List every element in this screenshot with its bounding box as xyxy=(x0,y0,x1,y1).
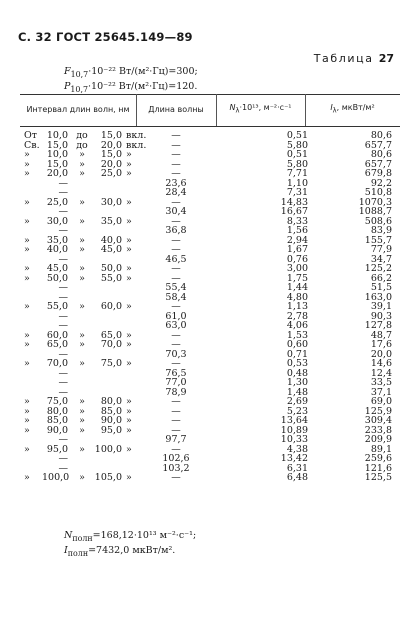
energy-flux-cell: 209,9 xyxy=(364,434,392,445)
wavelength-cell: 97,7 xyxy=(165,434,187,445)
interval-suffix: » xyxy=(126,234,132,246)
interval-from: 100,0 xyxy=(42,472,70,483)
photon-flux-cell: 4,06 xyxy=(286,320,308,331)
energy-flux-cell: 510,8 xyxy=(364,187,392,198)
interval-from: 25,0 xyxy=(46,196,68,208)
table-row xyxy=(20,150,400,160)
photon-flux-cell: 10,89 xyxy=(280,424,308,436)
wavelength-cell: 61,0 xyxy=(165,310,187,322)
photon-flux-cell: 0,76 xyxy=(286,253,308,265)
table-row xyxy=(20,426,400,436)
row-prefix: » xyxy=(24,358,30,369)
photon-flux-cell: 0,48 xyxy=(286,367,308,379)
row-prefix: » xyxy=(24,158,30,170)
energy-flux-cell: 51,5 xyxy=(370,282,392,293)
wavelength-cell: — xyxy=(171,358,181,369)
photon-flux-cell: 3,00 xyxy=(286,263,308,274)
energy-flux-cell: 125,2 xyxy=(364,263,392,274)
row-prefix: » xyxy=(24,301,30,312)
energy-flux-cell: 90,3 xyxy=(370,310,392,322)
wavelength-cell: 70,3 xyxy=(165,348,187,360)
row-prefix: » xyxy=(24,234,30,246)
row-prefix: От xyxy=(24,130,38,141)
total-i: $I_{полн}=7432,0$ мкВт/м². xyxy=(64,544,176,558)
interval-connector: » xyxy=(79,196,85,208)
energy-flux-cell: 1070,3 xyxy=(358,196,392,208)
interval-to: 45,0 xyxy=(100,244,122,255)
energy-flux-cell: 12,4 xyxy=(370,367,392,379)
page-number: С. 32 xyxy=(18,30,52,44)
energy-flux-cell: 508,6 xyxy=(364,215,392,227)
interval-connector: » xyxy=(79,168,85,179)
interval-suffix: » xyxy=(126,272,132,284)
interval-connector: » xyxy=(79,405,85,417)
interval-from: 20,0 xyxy=(46,168,68,179)
standard-code: ГОСТ 25645.149—89 xyxy=(56,30,193,44)
interval-to: 65,0 xyxy=(100,329,122,341)
interval-to: 40,0 xyxy=(100,234,122,246)
table-row xyxy=(20,312,400,322)
photon-flux-cell: 1,30 xyxy=(286,377,308,388)
interval-suffix: » xyxy=(126,196,132,208)
interval-from: 10,0 xyxy=(46,149,68,160)
energy-flux-cell: 233,8 xyxy=(364,424,392,436)
energy-flux-cell: 121,6 xyxy=(364,462,392,474)
table-row xyxy=(20,407,400,417)
table-row xyxy=(20,321,400,331)
interval-from: — xyxy=(58,348,68,360)
wavelength-cell: 55,4 xyxy=(165,282,187,293)
wavelength-cell: — xyxy=(171,263,181,274)
interval-from: 65,0 xyxy=(46,339,68,350)
interval-connector: » xyxy=(79,263,85,274)
table-header-rule xyxy=(20,126,400,127)
interval-suffix: » xyxy=(126,424,132,436)
interval-to: 35,0 xyxy=(100,215,122,227)
energy-flux-cell: 127,8 xyxy=(364,320,392,331)
table-row xyxy=(20,283,400,293)
table-row xyxy=(20,416,400,426)
wavelength-cell: — xyxy=(171,168,181,179)
row-prefix: » xyxy=(24,244,30,255)
row-prefix: » xyxy=(24,405,30,417)
interval-to: 20,0 xyxy=(100,158,122,170)
energy-flux-cell: 66,2 xyxy=(370,272,392,284)
table-row xyxy=(20,274,400,284)
photon-flux-cell: 1,53 xyxy=(286,329,308,341)
interval-suffix: » xyxy=(126,215,132,227)
interval-from: — xyxy=(58,225,68,236)
wavelength-cell: — xyxy=(171,215,181,227)
photon-flux-cell: 6,31 xyxy=(286,462,308,474)
photon-flux-cell: 0,51 xyxy=(286,130,308,141)
table-row xyxy=(20,454,400,464)
photon-flux-cell: 1,48 xyxy=(286,386,308,398)
interval-connector: » xyxy=(79,301,85,312)
interval-connector: » xyxy=(79,396,85,407)
interval-to: 80,0 xyxy=(100,396,122,407)
table-row xyxy=(20,236,400,246)
energy-flux-cell: 48,7 xyxy=(370,329,392,341)
photon-flux-cell: 0,51 xyxy=(286,149,308,160)
interval-suffix: » xyxy=(126,339,132,350)
photon-flux-cell: 2,69 xyxy=(286,396,308,407)
wavelength-cell: 77,0 xyxy=(165,377,187,388)
interval-from: — xyxy=(58,377,68,388)
interval-to: 85,0 xyxy=(100,405,122,417)
interval-suffix: » xyxy=(126,329,132,341)
interval-from: — xyxy=(58,386,68,398)
interval-connector: » xyxy=(79,358,85,369)
photon-flux-cell: 1,10 xyxy=(286,177,308,189)
table-row xyxy=(20,179,400,189)
wavelength-cell: — xyxy=(171,472,181,483)
row-prefix: » xyxy=(24,396,30,407)
wavelength-cell: — xyxy=(171,424,181,436)
wavelength-cell: — xyxy=(171,329,181,341)
photon-flux-cell: 4,80 xyxy=(286,291,308,303)
table-row xyxy=(20,388,400,398)
interval-connector: » xyxy=(79,244,85,255)
wavelength-cell: — xyxy=(171,130,181,141)
photon-flux-cell: 0,60 xyxy=(286,339,308,350)
page-header xyxy=(18,30,193,44)
table-row xyxy=(20,245,400,255)
photon-flux-cell: 4,38 xyxy=(286,443,308,455)
wavelength-cell: — xyxy=(171,196,181,208)
interval-from: — xyxy=(58,320,68,331)
wavelength-cell: — xyxy=(171,234,181,246)
photon-flux-cell: 2,78 xyxy=(286,310,308,322)
row-prefix: » xyxy=(24,263,30,274)
interval-from: — xyxy=(58,253,68,265)
energy-flux-cell: 20,0 xyxy=(370,348,392,360)
wavelength-cell: 63,0 xyxy=(165,320,187,331)
row-prefix: » xyxy=(24,415,30,426)
photon-flux-cell: 1,75 xyxy=(286,272,308,284)
energy-flux-cell: 657,7 xyxy=(364,139,392,151)
wavelength-cell: — xyxy=(171,339,181,350)
photon-flux-cell: 13,64 xyxy=(280,415,308,426)
energy-flux-cell: 309,4 xyxy=(364,415,392,426)
table-row xyxy=(20,255,400,265)
table-row xyxy=(20,397,400,407)
column-header-wavelength: Длина волны xyxy=(148,105,204,114)
interval-from: — xyxy=(58,282,68,293)
interval-connector: » xyxy=(79,272,85,284)
wavelength-cell: 28,4 xyxy=(165,187,187,198)
energy-flux-cell: 679,8 xyxy=(364,168,392,179)
interval-to: 75,0 xyxy=(100,358,122,369)
photon-flux-cell: 2,94 xyxy=(286,234,308,246)
photon-flux-cell: 1,44 xyxy=(286,282,308,293)
interval-to: 105,0 xyxy=(94,472,122,483)
table-row xyxy=(20,141,400,151)
wavelength-cell: 78,9 xyxy=(165,386,187,398)
interval-from: 75,0 xyxy=(46,396,68,407)
energy-flux-cell: 37,1 xyxy=(370,386,392,398)
wavelength-cell: 23,6 xyxy=(165,177,187,189)
photon-flux-cell: 10,33 xyxy=(280,434,308,445)
interval-from: — xyxy=(58,462,68,474)
interval-from: — xyxy=(58,206,68,217)
interval-to: 15,0 xyxy=(100,130,122,141)
photon-flux-cell: 1,67 xyxy=(286,244,308,255)
interval-to: 30,0 xyxy=(100,196,122,208)
energy-flux-cell: 163,0 xyxy=(364,291,392,303)
table-row xyxy=(20,378,400,388)
wavelength-cell: — xyxy=(171,244,181,255)
interval-suffix: » xyxy=(126,263,132,274)
wavelength-cell: — xyxy=(171,139,181,151)
photon-flux-cell: 8,33 xyxy=(286,215,308,227)
interval-from: 85,0 xyxy=(46,415,68,426)
row-prefix: » xyxy=(24,149,30,160)
wavelength-cell: — xyxy=(171,301,181,312)
interval-from: — xyxy=(58,434,68,445)
interval-from: — xyxy=(58,177,68,189)
interval-from: — xyxy=(58,187,68,198)
row-prefix: » xyxy=(24,339,30,350)
totals xyxy=(64,530,196,560)
table-row xyxy=(20,226,400,236)
interval-suffix: » xyxy=(126,443,132,455)
row-prefix: Св. xyxy=(24,139,40,151)
interval-connector: » xyxy=(79,158,85,170)
photon-flux-cell: 16,67 xyxy=(280,206,308,217)
energy-flux-cell: 39,1 xyxy=(370,301,392,312)
total-n: $N_{полн}=168,12\cdot 10^{13}$ м⁻²·с⁻¹; xyxy=(64,530,197,543)
interval-from: 80,0 xyxy=(46,405,68,417)
photon-flux-cell: 1,56 xyxy=(286,225,308,236)
wavelength-cell: — xyxy=(171,443,181,455)
photon-flux-cell: 0,53 xyxy=(286,358,308,369)
table-row xyxy=(20,188,400,198)
interval-connector: » xyxy=(79,234,85,246)
table-row xyxy=(20,340,400,350)
wavelength-cell: — xyxy=(171,149,181,160)
param-p107: $P_{10,7}\cdot 10^{-22}$ Вт/(м²·Гц)=120. xyxy=(64,80,198,94)
interval-to: 95,0 xyxy=(100,424,122,436)
table-caption-word: Таблица xyxy=(313,52,374,65)
interval-from: 40,0 xyxy=(46,244,68,255)
interval-from: 45,0 xyxy=(46,263,68,274)
row-prefix: » xyxy=(24,215,30,227)
wavelength-cell: 30,4 xyxy=(165,206,187,217)
wavelength-cell: — xyxy=(171,396,181,407)
interval-to: 60,0 xyxy=(100,301,122,312)
interval-connector: » xyxy=(79,339,85,350)
table-row xyxy=(20,217,400,227)
energy-flux-cell: 92,2 xyxy=(370,177,392,189)
interval-from: 90,0 xyxy=(46,424,68,436)
interval-suffix: » xyxy=(126,149,132,160)
row-prefix: » xyxy=(24,472,30,483)
energy-flux-cell: 77,9 xyxy=(370,244,392,255)
row-prefix: » xyxy=(24,272,30,284)
energy-flux-cell: 89,1 xyxy=(370,443,392,455)
column-header-interval: Интервал длин волн, нм xyxy=(26,105,130,114)
energy-flux-cell: 34,7 xyxy=(370,253,392,265)
table-row xyxy=(20,350,400,360)
interval-from: — xyxy=(58,367,68,379)
wavelength-cell: — xyxy=(171,272,181,284)
wavelength-cell: — xyxy=(171,405,181,417)
energy-flux-cell: 259,6 xyxy=(364,453,392,464)
row-prefix: » xyxy=(24,329,30,341)
table-row xyxy=(20,473,400,483)
row-prefix: » xyxy=(24,443,30,455)
energy-flux-cell: 657,7 xyxy=(364,158,392,170)
interval-suffix: » xyxy=(126,168,132,179)
table-caption xyxy=(314,52,394,65)
interval-to: 70,0 xyxy=(100,339,122,350)
interval-to: 90,0 xyxy=(100,415,122,426)
photon-flux-cell: 7,31 xyxy=(286,187,308,198)
interval-connector: до xyxy=(76,139,88,151)
energy-flux-cell: 125,9 xyxy=(364,405,392,417)
column-header-i: $I_\lambda$, мкВт/м² xyxy=(330,103,375,115)
wavelength-cell: — xyxy=(171,415,181,426)
interval-connector: » xyxy=(79,424,85,436)
interval-from: 50,0 xyxy=(46,272,68,284)
interval-connector: » xyxy=(79,215,85,227)
interval-suffix: » xyxy=(126,472,132,483)
interval-from: — xyxy=(58,291,68,303)
interval-suffix: вкл. xyxy=(126,139,147,151)
energy-flux-cell: 14,6 xyxy=(370,358,392,369)
photon-flux-cell: 5,23 xyxy=(286,405,308,417)
interval-from: 55,0 xyxy=(46,301,68,312)
wavelength-cell: — xyxy=(171,158,181,170)
table-row xyxy=(20,464,400,474)
energy-flux-cell: 17,6 xyxy=(370,339,392,350)
interval-to: 100,0 xyxy=(94,443,122,455)
table-row xyxy=(20,435,400,445)
interval-from: 35,0 xyxy=(46,234,68,246)
row-prefix: » xyxy=(24,168,30,179)
table-top-rule xyxy=(20,94,400,95)
table-row xyxy=(20,169,400,179)
wavelength-cell: 103,2 xyxy=(162,462,190,474)
interval-suffix: » xyxy=(126,301,132,312)
table-row xyxy=(20,331,400,341)
interval-suffix: » xyxy=(126,415,132,426)
photon-flux-cell: 6,48 xyxy=(286,472,308,483)
interval-connector: » xyxy=(79,329,85,341)
table-row xyxy=(20,302,400,312)
interval-to: 15,0 xyxy=(100,149,122,160)
interval-suffix: » xyxy=(126,358,132,369)
parameters xyxy=(64,66,198,96)
table-row xyxy=(20,160,400,170)
table-row xyxy=(20,359,400,369)
table-row xyxy=(20,369,400,379)
table-body xyxy=(20,131,400,483)
wavelength-cell: 102,6 xyxy=(162,453,190,464)
table-row xyxy=(20,445,400,455)
interval-suffix: » xyxy=(126,405,132,417)
table-row xyxy=(20,198,400,208)
table-row xyxy=(20,264,400,274)
energy-flux-cell: 1088,7 xyxy=(358,206,392,217)
energy-flux-cell: 69,0 xyxy=(370,396,392,407)
column-header-n: $N_\lambda\cdot 10^{13}$, м⁻²·с⁻¹ xyxy=(229,103,292,115)
photon-flux-cell: 0,71 xyxy=(286,348,308,360)
interval-from: 60,0 xyxy=(46,329,68,341)
interval-from: 15,0 xyxy=(46,139,68,151)
interval-from: 15,0 xyxy=(46,158,68,170)
row-prefix: » xyxy=(24,424,30,436)
energy-flux-cell: 80,6 xyxy=(370,130,392,141)
table-row xyxy=(20,293,400,303)
photon-flux-cell: 14,83 xyxy=(280,196,308,208)
interval-connector: » xyxy=(79,443,85,455)
interval-from: 10,0 xyxy=(46,130,68,141)
wavelength-cell: 76,5 xyxy=(165,367,187,379)
interval-from: — xyxy=(58,310,68,322)
wavelength-cell: 58,4 xyxy=(165,291,187,303)
interval-to: 25,0 xyxy=(100,168,122,179)
interval-suffix: » xyxy=(126,396,132,407)
energy-flux-cell: 80,6 xyxy=(370,149,392,160)
interval-suffix: » xyxy=(126,158,132,170)
energy-flux-cell: 155,7 xyxy=(364,234,392,246)
interval-from: 30,0 xyxy=(46,215,68,227)
energy-flux-cell: 33,5 xyxy=(370,377,392,388)
energy-flux-cell: 125,5 xyxy=(364,472,392,483)
interval-connector: » xyxy=(79,472,85,483)
interval-connector: до xyxy=(76,130,88,141)
interval-from: 95,0 xyxy=(46,443,68,455)
photon-flux-cell: 13,42 xyxy=(280,453,308,464)
interval-to: 50,0 xyxy=(100,263,122,274)
row-prefix: » xyxy=(24,196,30,208)
wavelength-cell: 36,8 xyxy=(165,225,187,236)
wavelength-cell: 46,5 xyxy=(165,253,187,265)
table-row xyxy=(20,207,400,217)
photon-flux-cell: 1,13 xyxy=(286,301,308,312)
interval-suffix: вкл. xyxy=(126,130,147,141)
energy-flux-cell: 83,9 xyxy=(370,225,392,236)
interval-from: — xyxy=(58,453,68,464)
photon-flux-cell: 7,71 xyxy=(286,168,308,179)
photon-flux-cell: 5,80 xyxy=(286,139,308,151)
table-caption-number: 27 xyxy=(378,52,394,65)
photon-flux-cell: 5,80 xyxy=(286,158,308,170)
interval-from: 70,0 xyxy=(46,358,68,369)
param-f107: $F_{10,7}\cdot 10^{-22}$ Вт/(м²·Гц)=300; xyxy=(64,66,198,79)
interval-to: 55,0 xyxy=(100,272,122,284)
interval-to: 20,0 xyxy=(100,139,122,151)
interval-suffix: » xyxy=(126,244,132,255)
interval-connector: » xyxy=(79,149,85,160)
interval-connector: » xyxy=(79,415,85,426)
